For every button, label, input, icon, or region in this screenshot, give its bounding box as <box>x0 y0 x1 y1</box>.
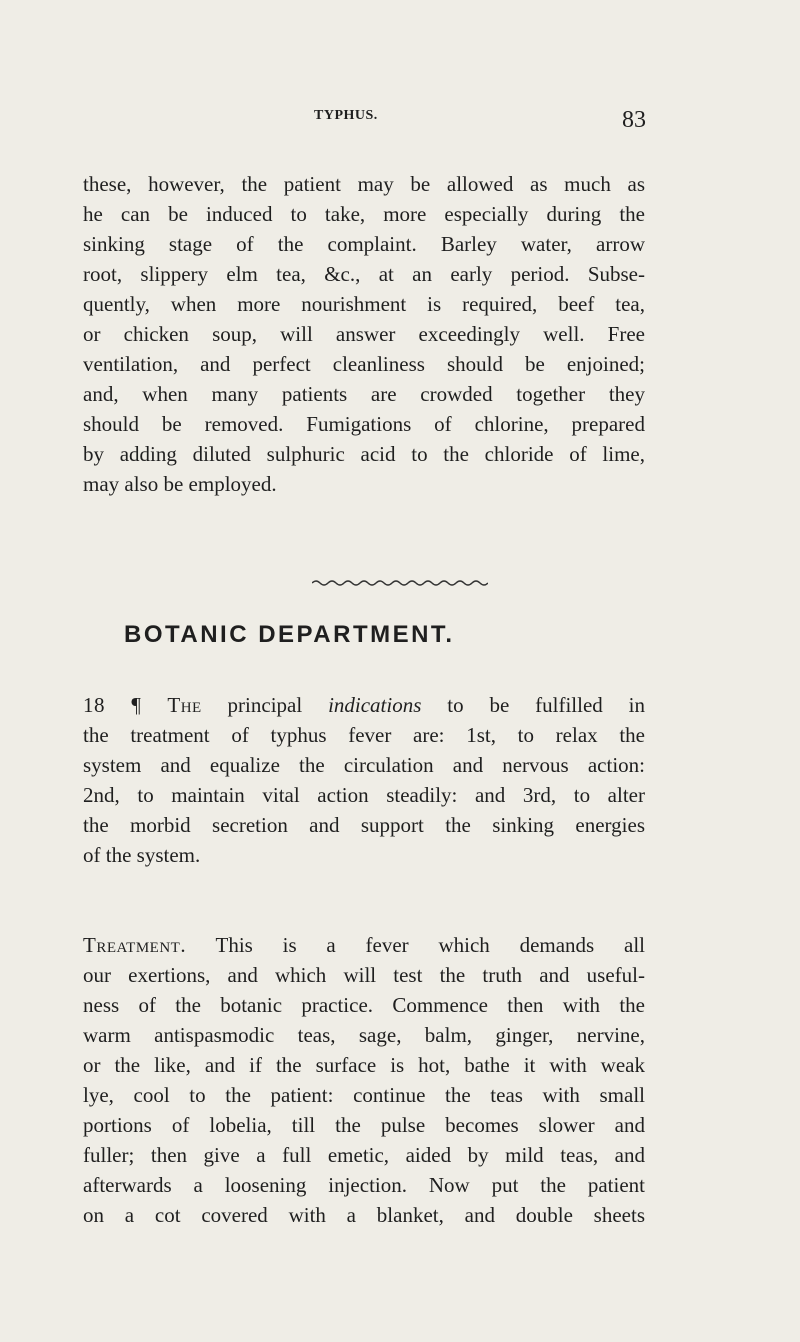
page-number: 83 <box>622 107 646 133</box>
paragraph-diet <box>83 169 645 499</box>
treatment-label: Treatment. <box>83 933 187 957</box>
text-line: 2nd, to maintain vital action steadily: and 3rd, to alter <box>83 783 645 807</box>
text-line: ventilation, and perfect cleanliness should be enjoined; <box>83 352 645 376</box>
text-line: system and equalize the circulation and nervous action: <box>83 753 645 777</box>
text-line: these, however, the patient may be allowed as much as <box>83 172 645 196</box>
text-span: This is a fever which demands all <box>186 933 645 957</box>
text-line: or the like, and if the surface is hot, bathe it with weak <box>83 1053 645 1077</box>
emphasis-text: indications <box>328 693 422 717</box>
text-line <box>83 930 645 960</box>
running-head: TYPHUS. <box>314 108 378 123</box>
text-line: should be removed. Fumigations of chlorine, prepared <box>83 412 645 436</box>
text-line: fuller; then give a full emetic, aided by mild teas, and <box>83 1143 645 1167</box>
text-line: of the system. <box>83 843 201 867</box>
text-line: afterwards a loosening injection. Now put the patient <box>83 1173 645 1197</box>
text-line: portions of lobelia, till the pulse becomes slower and <box>83 1113 645 1137</box>
paragraph-treatment <box>83 930 645 1230</box>
text-line: quently, when more nourishment is required, beef tea, <box>83 292 645 316</box>
paragraph-indications <box>83 690 645 870</box>
text-line: the treatment of typhus fever are: 1st, to relax the <box>83 723 645 747</box>
text-line <box>83 690 645 720</box>
text-line: and, when many patients are crowded together they <box>83 382 645 406</box>
text-line: may also be employed. <box>83 472 277 496</box>
text-line: the morbid secretion and support the sinking energies <box>83 813 645 837</box>
text-line: ness of the botanic practice. Commence then with the <box>83 993 645 1017</box>
text-line: lye, cool to the patient: continue the teas with small <box>83 1083 645 1107</box>
text-line: warm antispasmodic teas, sage, balm, ginger, nervine, <box>83 1023 645 1047</box>
text-span: to be fulfilled in <box>421 693 645 717</box>
section-heading: BOTANIC DEPARTMENT. <box>124 621 455 648</box>
text-line: he can be induced to take, more especially during the <box>83 202 645 226</box>
text-line: sinking stage of the complaint. Barley water, arrow <box>83 232 645 256</box>
wavy-divider <box>312 579 488 587</box>
text-line: by adding diluted sulphuric acid to the chloride of lime, <box>83 442 645 466</box>
text-span: principal <box>201 693 329 717</box>
paragraph-lead: 18 ¶ The <box>83 693 202 717</box>
text-line: our exertions, and which will test the truth and useful- <box>83 963 645 987</box>
text-line: root, slippery elm tea, &c., at an early period. Subse- <box>83 262 645 286</box>
text-line: on a cot covered with a blanket, and double sheets <box>83 1203 645 1227</box>
text-line: or chicken soup, will answer exceedingly well. Free <box>83 322 645 346</box>
